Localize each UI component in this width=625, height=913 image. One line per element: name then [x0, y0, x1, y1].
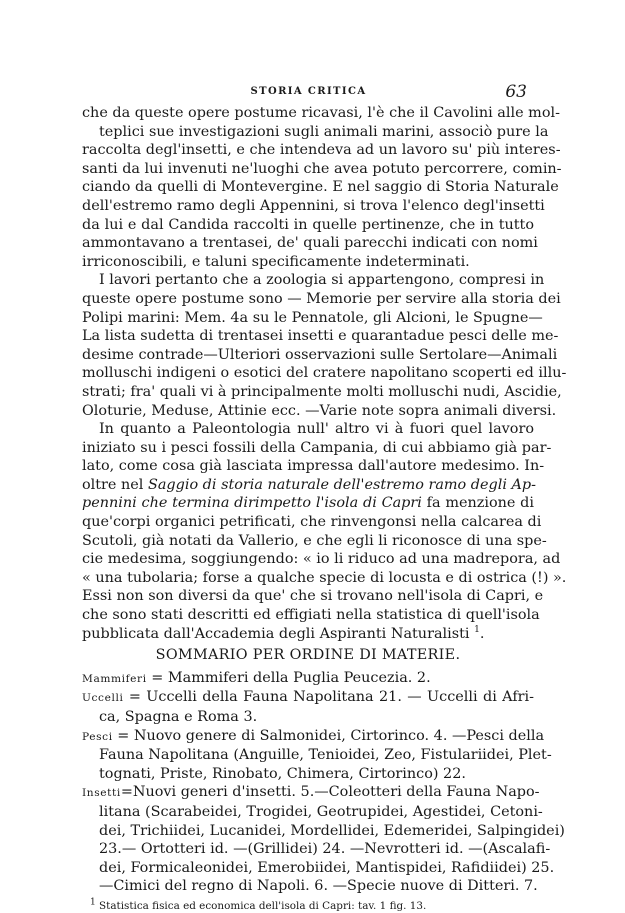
- summary-entry: [82, 669, 534, 689]
- text-line: [82, 494, 534, 513]
- body-text: [82, 104, 567, 913]
- text-line: Oloturie, Meduse, Attinie ecc. —Varie note sopra animali diversi.: [82, 402, 557, 419]
- text-line: [82, 476, 534, 495]
- summary-entry: [82, 688, 534, 708]
- text-run: fa menzione di: [421, 495, 534, 512]
- text-line: dell'estremo ramo degli Appennini, si trova l'elenco degl'insetti: [82, 197, 545, 214]
- page-number: 63: [505, 82, 527, 102]
- section-heading: SOMMARIO PER ORDINE DI MATERIE.: [155, 647, 461, 664]
- text-line: che da queste opere postume ricavasi, l'è che il Cavolini alle mol-: [82, 105, 560, 121]
- text-line: molluschi indigeni o esotici del cratere napolitano scoperti ed illu-: [82, 365, 567, 382]
- running-title: STORIA CRITICA: [250, 86, 367, 97]
- summary-list: [82, 669, 565, 896]
- paragraph-1: [82, 104, 562, 271]
- text-line: ammontavano a trentasei, de' quali parecchi indicati con nomi: [82, 235, 538, 252]
- text-run: = Mammiferi della Puglia Peucezia. 2.: [146, 669, 431, 686]
- text-run: oltre nel: [82, 476, 148, 493]
- running-head: [90, 82, 527, 104]
- text-line: ca, Spagna e Roma 3.: [99, 709, 258, 725]
- footnote-ref: 1: [474, 624, 480, 635]
- text-run: =Nuovi generi d'insetti. 5.—Coleotteri della Fauna Napo-: [120, 784, 540, 801]
- text-line: litana (Scarabeidei, Trogidei, Geotrupidei, Agestidei, Cetoni-: [99, 803, 543, 820]
- text-line: dei, Formicaleonidei, Emerobiidei, Mantispidei, Rafidiidei) 25.: [99, 859, 555, 876]
- text-line: che sono stati descritti ed effigiati nella statistica di quell'isola: [82, 607, 540, 624]
- summary-entry: [82, 727, 545, 747]
- text-line: desime contrade—Ulteriori osservazioni sulle Sertolare—Animali: [82, 346, 558, 363]
- footnote: [82, 899, 534, 913]
- text-line: Essi non son diversi da que' che si trovano nell'isola di Capri, e: [82, 588, 544, 605]
- italic-title: pennini che termina dirimpetto l'isola di Capri: [82, 495, 422, 512]
- text-run: = Nuovo genere di Salmonidei, Cirtorinco. 4. —Pesci della: [112, 727, 545, 744]
- text-line: Fauna Napolitana (Anguille, Tenioidei, Zeo, Fistulariidei, Plet-: [99, 747, 552, 764]
- text-line: I lavori pertanto che a zoologia si appartengono, compresi in: [99, 272, 545, 289]
- text-line: santi da lui invenuti ne'luoghi che avea potuto percorrere, comin-: [82, 160, 562, 177]
- text-line: iniziato su i pesci fossili della Campania, di cui abbiamo già par-: [82, 439, 552, 456]
- footnote-marker: 1: [90, 897, 96, 908]
- paragraph-3: [82, 420, 567, 643]
- italic-title: Saggio di storia naturale dell'estremo ramo degli Ap-: [147, 476, 536, 493]
- entry-label: Mammiferi: [82, 672, 147, 685]
- text-line: —Cimici del regno di Napoli. 6. —Specie nuove di Ditteri. 7.: [99, 878, 538, 895]
- text-line: teplici sue investigazioni sugli animali marini, associò pure la: [99, 123, 549, 140]
- text-run: = Uccelli della Fauna Napolitana 21. — Uccelli di Afri-: [123, 689, 534, 706]
- text-line: Polipi marini: Mem. 4a su le Pennatole, gli Alcioni, le Spugne—: [82, 309, 543, 326]
- entry-label: Uccelli: [82, 692, 124, 705]
- text-run: pubblicata dall'Accademia degli Aspiranti Naturalisti: [82, 625, 470, 642]
- text-line: tognati, Priste, Rinobato, Chimera, Cirtorinco) 22.: [99, 765, 466, 782]
- text-run: .: [479, 625, 485, 642]
- text-line: La lista sudetta di trentasei insetti e quarantadue pesci delle me-: [82, 328, 559, 345]
- entry-label: Pesci: [82, 730, 113, 743]
- text-line: queste opere postume sono — Memorie per servire alla storia dei: [82, 290, 561, 307]
- summary-entry: [82, 783, 540, 803]
- footnote-text: Statistica fisica ed economica dell'isola di Capri: tav. 1 fig. 13.: [95, 899, 427, 912]
- text-line: raccolta degl'insetti, e che intendeva ad un lavoro su' più interes-: [82, 142, 561, 159]
- text-line: ciando da quelli di Montevergine. E nel saggio di Storia Naturale: [82, 179, 559, 196]
- text-line: Scutoli, già notati da Vallerio, e che egli li riconosce di una spe-: [82, 532, 547, 549]
- entry-label: Insetti: [82, 787, 121, 800]
- text-line: irriconoscibili, e taluni specificamente indeterminati.: [82, 253, 470, 270]
- paragraph-2: [82, 271, 567, 420]
- text-line: [82, 625, 534, 644]
- text-line: In quanto a Paleontologia null' altro vi à fuori quel lavoro: [99, 421, 534, 438]
- text-line: que'corpi organici petrificati, che rinvengonsi nella calcarea di: [82, 514, 542, 531]
- text-line: cie medesima, soggiungendo: « io li riduco ad una madrepora, ad: [82, 551, 561, 568]
- text-line: strati; fra' quali vi à principalmente molti molluschi nudi, Ascidie,: [82, 383, 562, 400]
- text-line: lato, come cosa già lasciata impressa dall'autore medesimo. In-: [82, 458, 545, 475]
- text-line: « una tubolaria; forse a qualche specie di locusta e di ostrica (!) ».: [82, 569, 567, 586]
- text-line: 23.— Ortotteri id. —(Grillidei) 24. —Nevrotteri id. —(Ascalafi-: [99, 841, 551, 858]
- text-line: da lui e dal Candida raccolti in quelle pertinenze, che in tutto: [82, 216, 534, 233]
- text-line: dei, Trichiidei, Lucanidei, Mordellidei, Edemeridei, Salpingidei): [99, 822, 565, 839]
